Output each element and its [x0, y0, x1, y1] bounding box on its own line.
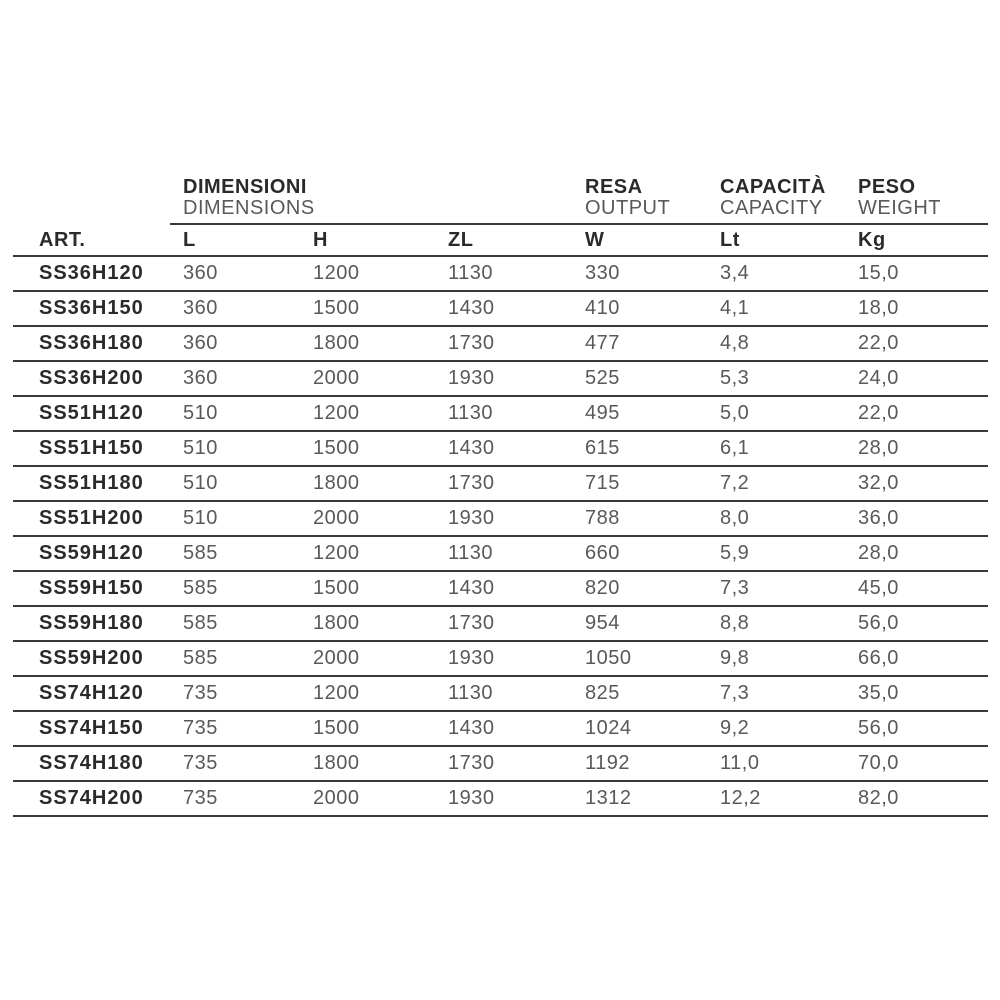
value-cell: 8,0	[720, 507, 750, 529]
value-cell: 3,4	[720, 262, 750, 284]
value-cell: 585	[183, 577, 218, 599]
art-code-cell: SS51H150	[39, 437, 144, 459]
group-title-capacita: CAPACITÀ	[720, 176, 826, 198]
value-cell: 5,9	[720, 542, 750, 564]
art-code-cell: SS36H180	[39, 332, 144, 354]
value-cell: 22,0	[858, 402, 899, 424]
table-row	[13, 747, 988, 782]
group-header-capacity	[720, 177, 858, 219]
art-code-cell: SS59H180	[39, 612, 144, 634]
table-row	[13, 572, 988, 607]
value-cell: 1800	[313, 332, 360, 354]
value-cell: 7,3	[720, 577, 750, 599]
table-row	[13, 537, 988, 572]
value-cell: 1430	[448, 717, 495, 739]
table-row	[13, 677, 988, 712]
value-cell: 1730	[448, 752, 495, 774]
value-cell: 1200	[313, 542, 360, 564]
table-row	[13, 362, 988, 397]
art-code-cell: SS36H150	[39, 297, 144, 319]
value-cell: 2000	[313, 507, 360, 529]
value-cell: 1130	[448, 262, 494, 284]
table-row	[13, 607, 988, 642]
group-header-weight	[858, 177, 988, 219]
value-cell: 1730	[448, 332, 495, 354]
column-header-kg: Kg	[858, 228, 886, 251]
value-cell: 70,0	[858, 752, 899, 774]
group-subtitle-output: OUTPUT	[585, 197, 671, 219]
value-cell: 1312	[585, 787, 632, 809]
value-cell: 1730	[448, 472, 495, 494]
value-cell: 1430	[448, 437, 495, 459]
value-cell: 7,3	[720, 682, 750, 704]
table-row	[13, 712, 988, 747]
value-cell: 360	[183, 262, 218, 284]
column-header-row	[13, 225, 988, 257]
value-cell: 8,8	[720, 612, 750, 634]
column-header-art: ART.	[39, 228, 86, 251]
value-cell: 1024	[585, 717, 632, 739]
art-code-cell: SS51H180	[39, 472, 144, 494]
art-code-cell: SS59H150	[39, 577, 144, 599]
value-cell: 1930	[448, 367, 495, 389]
value-cell: 24,0	[858, 367, 899, 389]
value-cell: 495	[585, 402, 620, 424]
value-cell: 1200	[313, 402, 360, 424]
value-cell: 4,8	[720, 332, 750, 354]
value-cell: 954	[585, 612, 620, 634]
value-cell: 5,3	[720, 367, 750, 389]
value-cell: 28,0	[858, 542, 899, 564]
value-cell: 82,0	[858, 787, 899, 809]
table-row	[13, 397, 988, 432]
value-cell: 22,0	[858, 332, 899, 354]
value-cell: 12,2	[720, 787, 761, 809]
value-cell: 1930	[448, 787, 495, 809]
value-cell: 510	[183, 402, 218, 424]
value-cell: 525	[585, 367, 620, 389]
table-row	[13, 257, 988, 292]
value-cell: 1500	[313, 577, 360, 599]
group-header-row	[13, 177, 988, 225]
value-cell: 1730	[448, 612, 495, 634]
value-cell: 735	[183, 787, 218, 809]
value-cell: 1200	[313, 262, 360, 284]
table-row	[13, 642, 988, 677]
value-cell: 2000	[313, 647, 360, 669]
art-code-cell: SS36H120	[39, 262, 144, 284]
group-subtitle-weight: WEIGHT	[858, 197, 941, 219]
value-cell: 6,1	[720, 437, 750, 459]
group-title-peso: PESO	[858, 176, 916, 198]
spec-table	[13, 177, 988, 817]
table-row	[13, 502, 988, 537]
value-cell: 735	[183, 682, 218, 704]
group-header-dimensions	[183, 177, 585, 219]
value-cell: 360	[183, 332, 218, 354]
value-cell: 2000	[313, 787, 360, 809]
value-cell: 735	[183, 752, 218, 774]
value-cell: 360	[183, 297, 218, 319]
value-cell: 1130	[448, 682, 494, 704]
value-cell: 18,0	[858, 297, 899, 319]
value-cell: 735	[183, 717, 218, 739]
value-cell: 1930	[448, 507, 495, 529]
value-cell: 330	[585, 262, 620, 284]
art-code-cell: SS59H200	[39, 647, 144, 669]
table-row	[13, 292, 988, 327]
value-cell: 715	[585, 472, 620, 494]
art-code-cell: SS74H200	[39, 787, 144, 809]
table-body	[13, 257, 988, 817]
value-cell: 477	[585, 332, 620, 354]
value-cell: 1430	[448, 577, 495, 599]
value-cell: 585	[183, 542, 218, 564]
art-code-cell: SS51H200	[39, 507, 144, 529]
group-subtitle-dimensions: DIMENSIONS	[183, 197, 315, 219]
value-cell: 585	[183, 612, 218, 634]
group-title-dimensioni: DIMENSIONI	[183, 176, 307, 198]
value-cell: 1930	[448, 647, 495, 669]
value-cell: 820	[585, 577, 620, 599]
value-cell: 1800	[313, 612, 360, 634]
value-cell: 1130	[448, 542, 494, 564]
value-cell: 1430	[448, 297, 495, 319]
value-cell: 28,0	[858, 437, 899, 459]
value-cell: 66,0	[858, 647, 899, 669]
column-header-l: L	[183, 228, 196, 251]
art-code-cell: SS51H120	[39, 402, 144, 424]
value-cell: 32,0	[858, 472, 899, 494]
table-row	[13, 782, 988, 817]
value-cell: 788	[585, 507, 620, 529]
value-cell: 56,0	[858, 717, 899, 739]
art-code-cell: SS74H120	[39, 682, 144, 704]
value-cell: 7,2	[720, 472, 750, 494]
value-cell: 510	[183, 507, 218, 529]
table-row	[13, 432, 988, 467]
group-subtitle-capacity: CAPACITY	[720, 197, 823, 219]
value-cell: 15,0	[858, 262, 899, 284]
value-cell: 510	[183, 437, 218, 459]
art-code-cell: SS74H150	[39, 717, 144, 739]
value-cell: 1500	[313, 717, 360, 739]
value-cell: 510	[183, 472, 218, 494]
art-code-cell: SS74H180	[39, 752, 144, 774]
art-code-cell: SS36H200	[39, 367, 144, 389]
group-title-resa: RESA	[585, 176, 643, 198]
column-header-w: W	[585, 228, 605, 251]
value-cell: 1500	[313, 297, 360, 319]
table-row	[13, 467, 988, 502]
value-cell: 1800	[313, 472, 360, 494]
value-cell: 45,0	[858, 577, 899, 599]
value-cell: 1800	[313, 752, 360, 774]
value-cell: 9,8	[720, 647, 750, 669]
value-cell: 9,2	[720, 717, 750, 739]
value-cell: 11,0	[720, 752, 760, 774]
value-cell: 1050	[585, 647, 632, 669]
value-cell: 2000	[313, 367, 360, 389]
value-cell: 825	[585, 682, 620, 704]
value-cell: 4,1	[720, 297, 750, 319]
group-header-output	[585, 177, 720, 219]
value-cell: 1500	[313, 437, 360, 459]
value-cell: 360	[183, 367, 218, 389]
value-cell: 1192	[585, 752, 631, 774]
value-cell: 35,0	[858, 682, 899, 704]
column-header-zl: ZL	[448, 228, 474, 251]
art-code-cell: SS59H120	[39, 542, 144, 564]
value-cell: 585	[183, 647, 218, 669]
value-cell: 1130	[448, 402, 494, 424]
value-cell: 36,0	[858, 507, 899, 529]
column-header-h: H	[313, 228, 328, 251]
table-row	[13, 327, 988, 362]
column-header-lt: Lt	[720, 228, 740, 251]
group-header-underline	[170, 223, 988, 225]
value-cell: 1200	[313, 682, 360, 704]
value-cell: 615	[585, 437, 620, 459]
value-cell: 410	[585, 297, 620, 319]
value-cell: 660	[585, 542, 620, 564]
value-cell: 5,0	[720, 402, 750, 424]
value-cell: 56,0	[858, 612, 899, 634]
